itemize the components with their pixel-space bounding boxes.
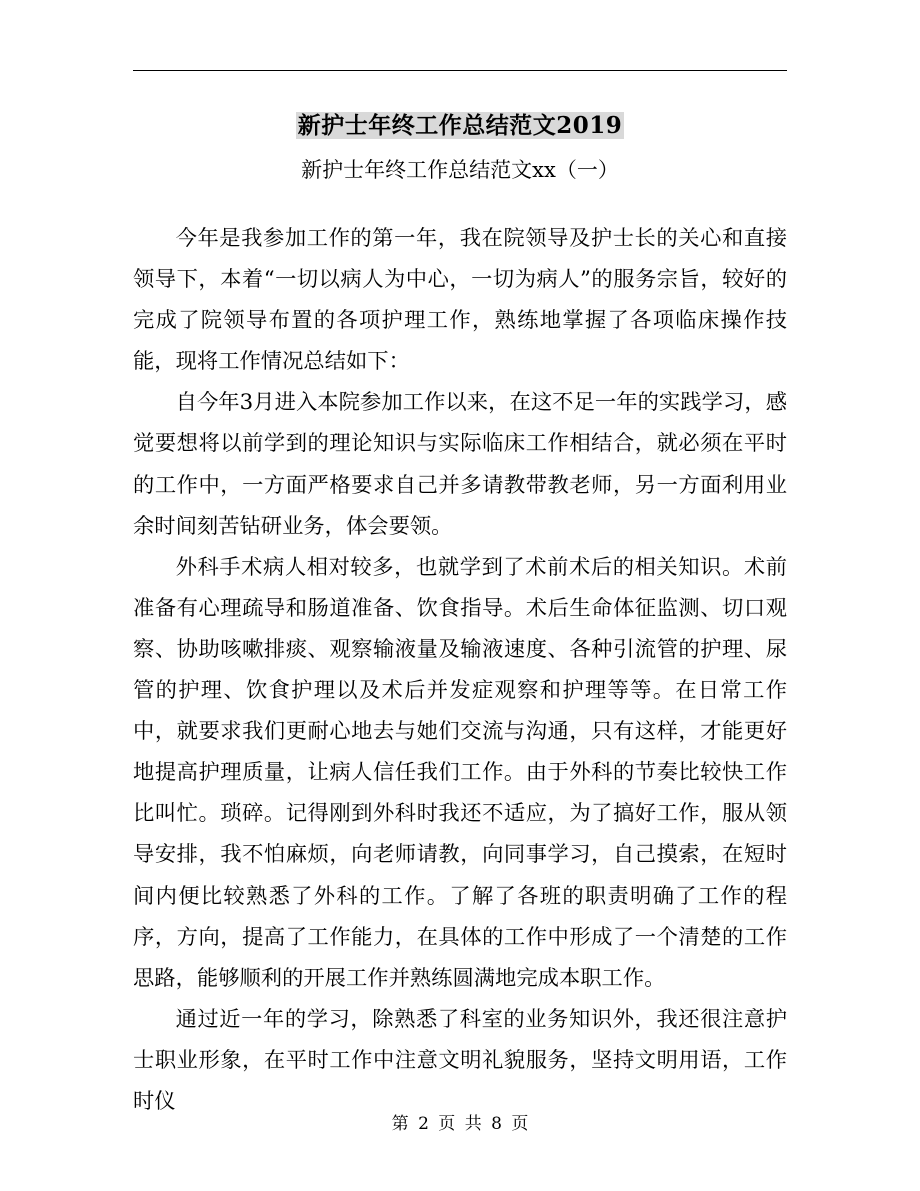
document-title [0, 108, 920, 144]
header-rule [133, 70, 787, 71]
document-title-text: 新护士年终工作总结范文2019 [297, 112, 623, 139]
document-body [133, 218, 787, 1122]
paragraph: 今年是我参加工作的第一年，我在院领导及护士长的关心和直接领导下，本着“一切以病人为中心，一切为病人”的服务宗旨，较好的完成了院领导布置的各项护理工作，熟练地掌握了各项临床操作技能，现将工作情况总结如下： [133, 226, 787, 375]
paragraph: 通过近一年的学习，除熟悉了科室的业务知识外，我还很注意护士职业形象，在平时工作中注意文明礼貌服务，坚持文明用语，工作时仪 [133, 1006, 787, 1114]
paragraph: 外科手术病人相对较多，也就学到了术前术后的相关知识。术前准备有心理疏导和肠道准备、饮食指导。术后生命体征监测、切口观察、协助咳嗽排痰、观察输液量及输液速度、各种引流管的护理、尿管的护理、饮食护理以及术后并发症观察和护理等等。在日常工作中，就要求我们更耐心地去与她们交流与沟通，只有这样，才能更好地提高护理质量，让病人信任我们工作。由于外科的节奏比较快工作比叫忙。琐碎。记得刚到外科时我还不适应，为了搞好工作，服从领导安排，我不怕麻烦，向老师请教，向同事学习，自己摸索，在短时间内便比较熟悉了外科的工作。了解了各班的职责明确了工作的程序，方向，提高了工作能力，在具体的工作中形成了一个清楚的工作思路，能够顺利的开展工作并熟练圆满地完成本职工作。 [133, 554, 787, 991]
page-footer: 第 2 页 共 8 页 [391, 1114, 529, 1134]
document-subtitle: 新护士年终工作总结范文xx（一） [301, 158, 619, 182]
paragraph: 自今年3月进入本院参加工作以来，在这不足一年的实践学习，感觉要想将以前学到的理论知识与实际临床工作相结合，就必须在平时的工作中，一方面严格要求自己并多请教带教老师，另一方面利用业余时间刻苦钻研业务，体会要领。 [133, 390, 787, 539]
